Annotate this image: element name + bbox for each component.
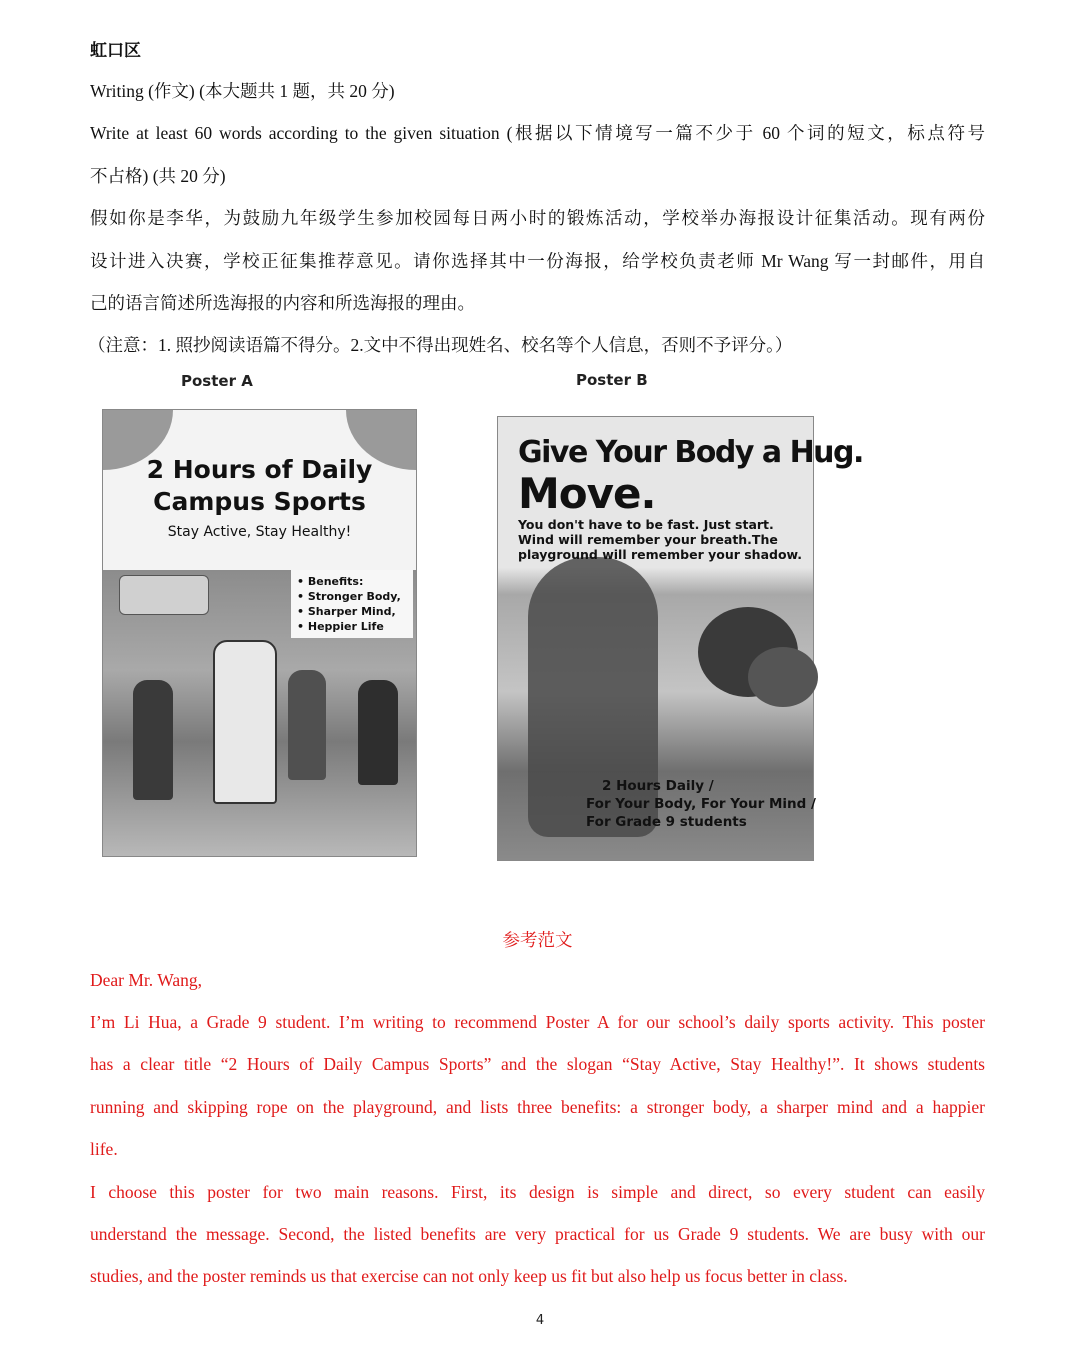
poster-a-image [102,409,417,857]
student-figure [288,670,326,780]
poster-b-tag-2: For Your Body, For Your Mind / [586,796,816,812]
poster-b-tag-1: 2 Hours Daily / [602,778,714,794]
poster-a-label: Poster A [181,372,253,390]
student-figure [133,680,173,800]
page-number: 4 [535,1313,545,1328]
sample-greeting: Dear Mr. Wang, [90,970,202,990]
tree-shape [748,647,818,707]
sample-p1-line2: has a clear title “2 Hours of Daily Campus Sports” and the slogan “Stay Active, Stay Healthy!”. It shows students [90,1054,985,1074]
benefit-item: • Sharper Mind, [297,604,407,619]
scenario-line-1: 假如你是李华，为鼓励九年级学生参加校园每日两小时的锻炼活动，学校举办海报设计征集活动。现有两份 [90,208,985,228]
note-line: （注意：1. 照抄阅读语篇不得分。2.文中不得出现姓名、校名等个人信息，否则不予评分。） [88,335,793,355]
poster-b-tagline [586,777,816,831]
benefit-item: • Stronger Body, [297,589,407,604]
student-figure [358,680,398,785]
sample-p1-line4: life. [90,1139,118,1159]
scenario-line-2: 设计进入决赛，学校正征集推荐意见。请你选择其中一份海报，给学校负责老师 Mr Wang 写一封邮件，用自 [90,251,985,271]
benefit-item: • Benefits: [297,574,407,589]
poster-a-slogan: Stay Active, Stay Healthy! [167,524,352,540]
benefit-item: • Heppier Life [297,619,407,634]
poster-b-sub-1: You don't have to be fast. Just start. [518,517,774,532]
sample-p2-line3: studies, and the poster reminds us that exercise can not only keep us fit but also help us focus better in class. [90,1266,848,1286]
sample-p1-line3: running and skipping rope on the playground, and lists three benefits: a stronger body, a sharper mind and a happier [90,1097,985,1117]
student-figure [213,640,277,804]
poster-a-title-line1: 2 Hours of Daily [146,455,373,484]
instruction-line-1: Write at least 60 words according to the given situation (根据以下情境写一篇不少于 60 个词的短文，标点符号 [90,123,985,143]
poster-b-image [497,416,863,861]
poster-b-sub-2: Wind will remember your breath.The [518,532,778,547]
poster-a-benefits [291,570,413,638]
scenario-line-3: 己的语言简述所选海报的内容和所选海报的理由。 [90,293,475,313]
speech-bubble [119,575,209,615]
poster-a-title-line2: Campus Sports [153,487,366,516]
sample-p2-line1: I choose this poster for two main reasons. First, its design is simple and direct, so every student can easily [90,1182,985,1202]
sample-p2-line2: understand the message. Second, the listed benefits are very practical for us Grade 9 students. We are busy with our [90,1224,985,1244]
poster-b-label: Poster B [576,371,648,389]
district-heading: 虹口区 [90,41,141,60]
section-title: Writing (作文) (本大题共 1 题，共 20 分) [90,81,395,101]
poster-b-sub-3: playground will remember your shadow. [518,547,803,562]
instruction-line-2: 不占格) (共 20 分) [90,166,226,186]
poster-b-tag-3: For Grade 9 students [586,814,747,830]
poster-b-headline-1: Give Your Body a Hug. [518,435,863,470]
sample-p1-line1: I’m Li Hua, a Grade 9 student. I’m writing to recommend Poster A for our school’s daily sports activity. This poster [90,1012,985,1032]
poster-b-headline-2: Move. [518,469,656,518]
sample-heading: 参考范文 [502,930,573,950]
